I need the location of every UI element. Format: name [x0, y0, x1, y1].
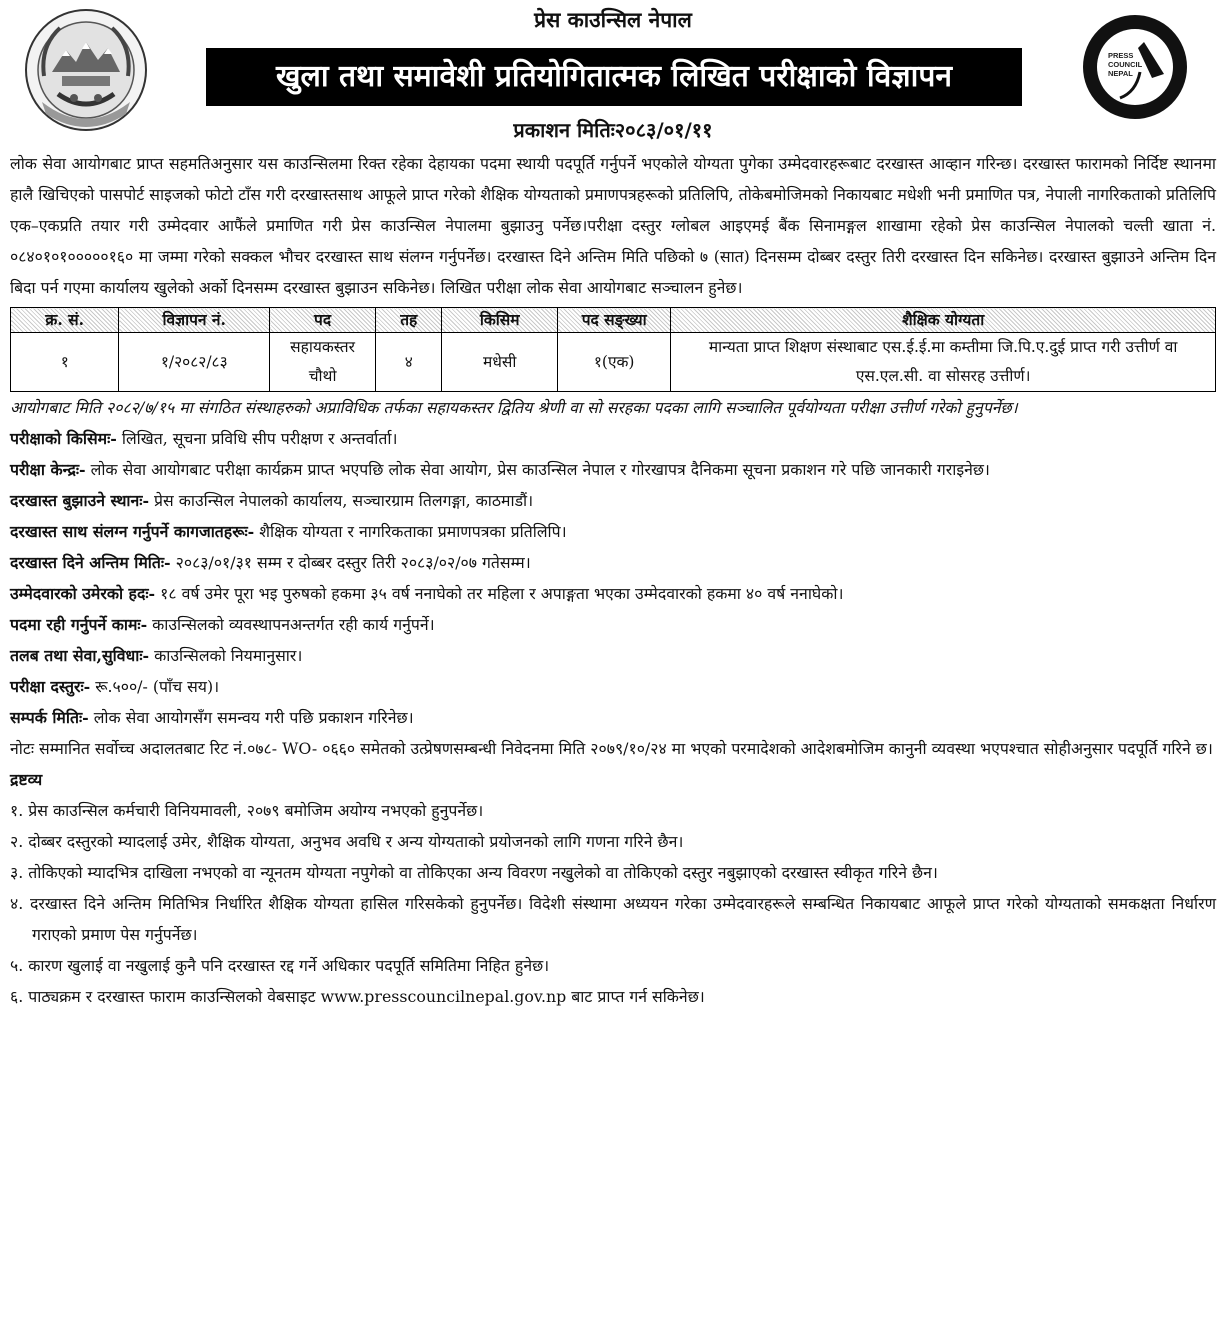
- remark-item: २. दोब्बर दस्तुरको म्यादलाई उमेर, शैक्षिक योग्यता, अनुभव अवधि र अन्य योग्यताको प्रयोजनको लागि गणना गरिने छैन।: [10, 832, 684, 851]
- detail-deadline: [10, 547, 1216, 578]
- eligibility-note: आयोगबाट मिति २०८२/७/१५ मा संगठित संस्थाहरुको अप्राविधिक तर्फका सहायकस्तर द्वितिय श्रेणी वा सो सरहका पदका लागि सञ्चालित पूर्वयोग्यता परीक्षा उत्तीर्ण गरेको हुनुपर्नेछ।: [10, 398, 1018, 417]
- detail-salary-benefits: [10, 640, 1216, 671]
- header-advertisement-no: विज्ञापन नं.: [119, 308, 270, 333]
- svg-text:NEPAL: NEPAL: [1108, 69, 1133, 78]
- remark-item: ६. पाठ्यक्रम र दरखास्त फाराम काउन्सिलको वेबसाइट www.presscouncilnepal.gov.np बाट प्राप्त गर्न सकिनेछ।: [10, 987, 705, 1006]
- table-header-row: [11, 308, 1216, 333]
- detail-label: दरखास्त दिने अन्तिम मितिः-: [10, 553, 171, 572]
- detail-text: १८ वर्ष उमेर पूरा भइ पुरुषको हकमा ३५ वर्ष ननाघेको तर महिला र अपाङ्गता भएका उम्मेदवारको हकमा ४० वर्ष ननाघेको।: [155, 584, 844, 603]
- detail-required-documents: [10, 516, 1216, 547]
- header-post-count: पद सङ्ख्या: [558, 308, 671, 333]
- detail-age-limit: [10, 578, 1216, 609]
- remark-item: ४. दरखास्त दिने अन्तिम मितिभित्र निर्धारित शैक्षिक योग्यता हासिल गरिसकेको हुनुपर्नेछ। विदेशी संस्थामा अध्ययन गरेका उम्मेदवारहरूले सम्बन्धित निकायबाट आफूले प्राप्त गरेको योग्यताको समकक्षता निर्धारण गराएको प्रमाण पेस गर्नुपर्नेछ।: [10, 894, 1216, 944]
- detail-text: काउन्सिलको व्यवस्थापनअन्तर्गत रही कार्य गर्नुपर्ने।: [147, 615, 435, 634]
- detail-label: उम्मेदवारको उमेरको हदः-: [10, 584, 156, 603]
- detail-label: पदमा रही गर्नुपर्ने कामः-: [10, 615, 148, 634]
- intro-paragraph: लोक सेवा आयोगबाट प्राप्त सहमतिअनुसार यस काउन्सिलमा रिक्त रहेका देहायका पदमा स्थायी पदपूर्ति गर्नुपर्ने भएकोले योग्यता पुगेका उम्मेदवारहरूबाट दरखास्त आव्हान गरिन्छ। दरखास्त फारामको निर्दिष्ट स्थानमा हालै खिचिएको पासपोर्ट साइजको फोटो टाँस गरी दरखास्तसाथ आफूले प्राप्त गरेको शैक्षिक योग्यताको प्रमाणपत्रहरूको प्रतिलिपि, तोकेबमोजिमको निकायबाट मधेशी भनी प्रमाणित पत्र, नेपाली नागरिकताको प्रतिलिपि एक–एकप्रति तयार गरी उम्मेदवार आफैंले प्रमाणित गरी प्रेस काउन्सिल नेपालमा बुझाउनु पर्नेछ।परीक्षा दस्तुर ग्लोबल आइएमई बैंक सिनामङ्गल शाखामा रहेको प्रेस काउन्सिल नेपालको चल्ती खाता नं. ०८४०१०१०००००१६० मा जम्मा गरेको सक्कल भौचर दरखास्त साथ संलग्न गर्नुपर्नेछ। दरखास्त दिने अन्तिम मिति पछिको ७ (सात) दिनसम्म दोब्बर दस्तुर तिरी दरखास्त दिन सकिनेछ। दरखास्त बुझाउने अन्तिम दिन बिदा पर्न गएमा कार्यालय खुलेको अर्को दिनसम्म दरखास्त बुझाउन सकिनेछ। लिखित परीक्षा लोक सेवा आयोगबाट सञ्चालन हुनेछ।: [10, 154, 1216, 297]
- detail-label: दरखास्त बुझाउने स्थानः-: [10, 491, 150, 510]
- remarks-heading: द्रष्टव्य: [10, 770, 43, 789]
- cell-category: मधेसी: [442, 333, 558, 392]
- cell-advertisement-no: १/२०८२/८३: [119, 333, 270, 392]
- svg-text:PRESS: PRESS: [1108, 51, 1134, 60]
- header-level: तह: [376, 308, 442, 333]
- svg-text:COUNCIL: COUNCIL: [1108, 60, 1143, 69]
- press-council-nepal-logo-icon: [1080, 12, 1190, 122]
- detail-text: लिखित, सूचना प्रविधि सीप परीक्षण र अन्तर्वार्ता।: [116, 429, 398, 448]
- remark-item: ३. तोकिएको म्यादभित्र दाखिला नभएको वा न्यूनतम योग्यता नपुगेको वा तोकिएका अन्य विवरण नखुलेको वा तोकिएको दस्तुर नबुझाएको दरखास्त स्वीकृत गरिने छैन।: [10, 863, 938, 882]
- cell-level: ४: [376, 333, 442, 392]
- detail-label: परीक्षा केन्द्रः-: [10, 460, 86, 479]
- organization-name: प्रेस काउन्सिल नेपाल: [534, 7, 692, 32]
- detail-text: २०८३/०१/३१ सम्म र दोब्बर दस्तुर तिरी २०८३/०२/०७ गतेसम्म।: [170, 553, 531, 572]
- detail-text: लोक सेवा आयोगबाट परीक्षा कार्यक्रम प्राप्त भएपछि लोक सेवा आयोग, प्रेस काउन्सिल नेपाल र गोरखापत्र दैनिकमा सूचना प्रकाशन गरे पछि जानकारी गराइनेछ।: [85, 460, 990, 479]
- detail-exam-type: [10, 423, 1216, 454]
- detail-text: काउन्सिलको नियमानुसार।: [149, 646, 303, 665]
- advertisement-title-banner: खुला तथा समावेशी प्रतियोगितात्मक लिखित परीक्षाको विज्ञापन: [206, 48, 1022, 106]
- header-serial-no: क्र. सं.: [11, 308, 119, 333]
- court-order-notice: नोटः सम्मानित सर्वोच्च अदालतबाट रिट नं.०७८- WO- ०६६० समेतको उत्प्रेषणसम्बन्धी निवेदनमा मिति २०७९/१०/२४ मा भएको परमादेशको आदेशबमोजिम कानुनी व्यवस्था भएपश्चात सोहीअनुसार पदपूर्ति गरिने छ।: [10, 739, 1213, 758]
- detail-label: दरखास्त साथ संलग्न गर्नुपर्ने कागजातहरूः-: [10, 522, 255, 541]
- header-category: किसिम: [442, 308, 558, 333]
- detail-exam-fee: [10, 671, 1216, 702]
- header: [0, 0, 1226, 150]
- detail-text: शैक्षिक योग्यता र नागरिकताका प्रमाणपत्रका प्रतिलिपि।: [254, 522, 567, 541]
- detail-label: तलब तथा सेवा,सुविधाः-: [10, 646, 150, 665]
- cell-post: सहायकस्तर चौथो: [270, 333, 376, 392]
- detail-contact-date: [10, 702, 1216, 733]
- cell-serial-no: १: [11, 333, 119, 392]
- vacancy-table: [10, 307, 1216, 392]
- detail-text: प्रेस काउन्सिल नेपालको कार्यालय, सञ्चारग्राम तिलगङ्गा, काठमाडौं।: [149, 491, 534, 510]
- detail-label: परीक्षा दस्तुरः-: [10, 677, 91, 696]
- cell-post-count: १(एक): [558, 333, 671, 392]
- header-qualification: शैक्षिक योग्यता: [671, 308, 1216, 333]
- remark-item: १. प्रेस काउन्सिल कर्मचारी विनियमावली, २०७९ बमोजिम अयोग्य नभएको हुनुपर्नेछ।: [10, 801, 484, 820]
- remark-item: ५. कारण खुलाई वा नखुलाई कुनै पनि दरखास्त रद्द गर्ने अधिकार पदपूर्ति समितिमा निहित हुनेछ।: [10, 956, 550, 975]
- detail-text: रू.५००/- (पाँच सय)।: [90, 677, 220, 696]
- publication-date: प्रकाशन मितिः२०८३/०१/११: [513, 118, 713, 142]
- detail-label: सम्पर्क मितिः-: [10, 708, 89, 727]
- detail-exam-center: [10, 454, 1216, 485]
- cell-qualification: मान्यता प्राप्त शिक्षण संस्थाबाट एस.ई.ई.मा कम्तीमा जि.पि.ए.दुई प्राप्त गरी उत्तीर्ण वा एस.एल.सी. वा सोसरह उत्तीर्ण।: [671, 333, 1216, 392]
- table-row: [11, 333, 1216, 392]
- detail-job-duties: [10, 609, 1216, 640]
- detail-label: परीक्षाको किसिमः-: [10, 429, 117, 448]
- detail-submission-place: [10, 485, 1216, 516]
- advertisement-body: [10, 148, 1216, 1012]
- detail-text: लोक सेवा आयोगसँग समन्वय गरी पछि प्रकाशन गरिनेछ।: [88, 708, 414, 727]
- header-post: पद: [270, 308, 376, 333]
